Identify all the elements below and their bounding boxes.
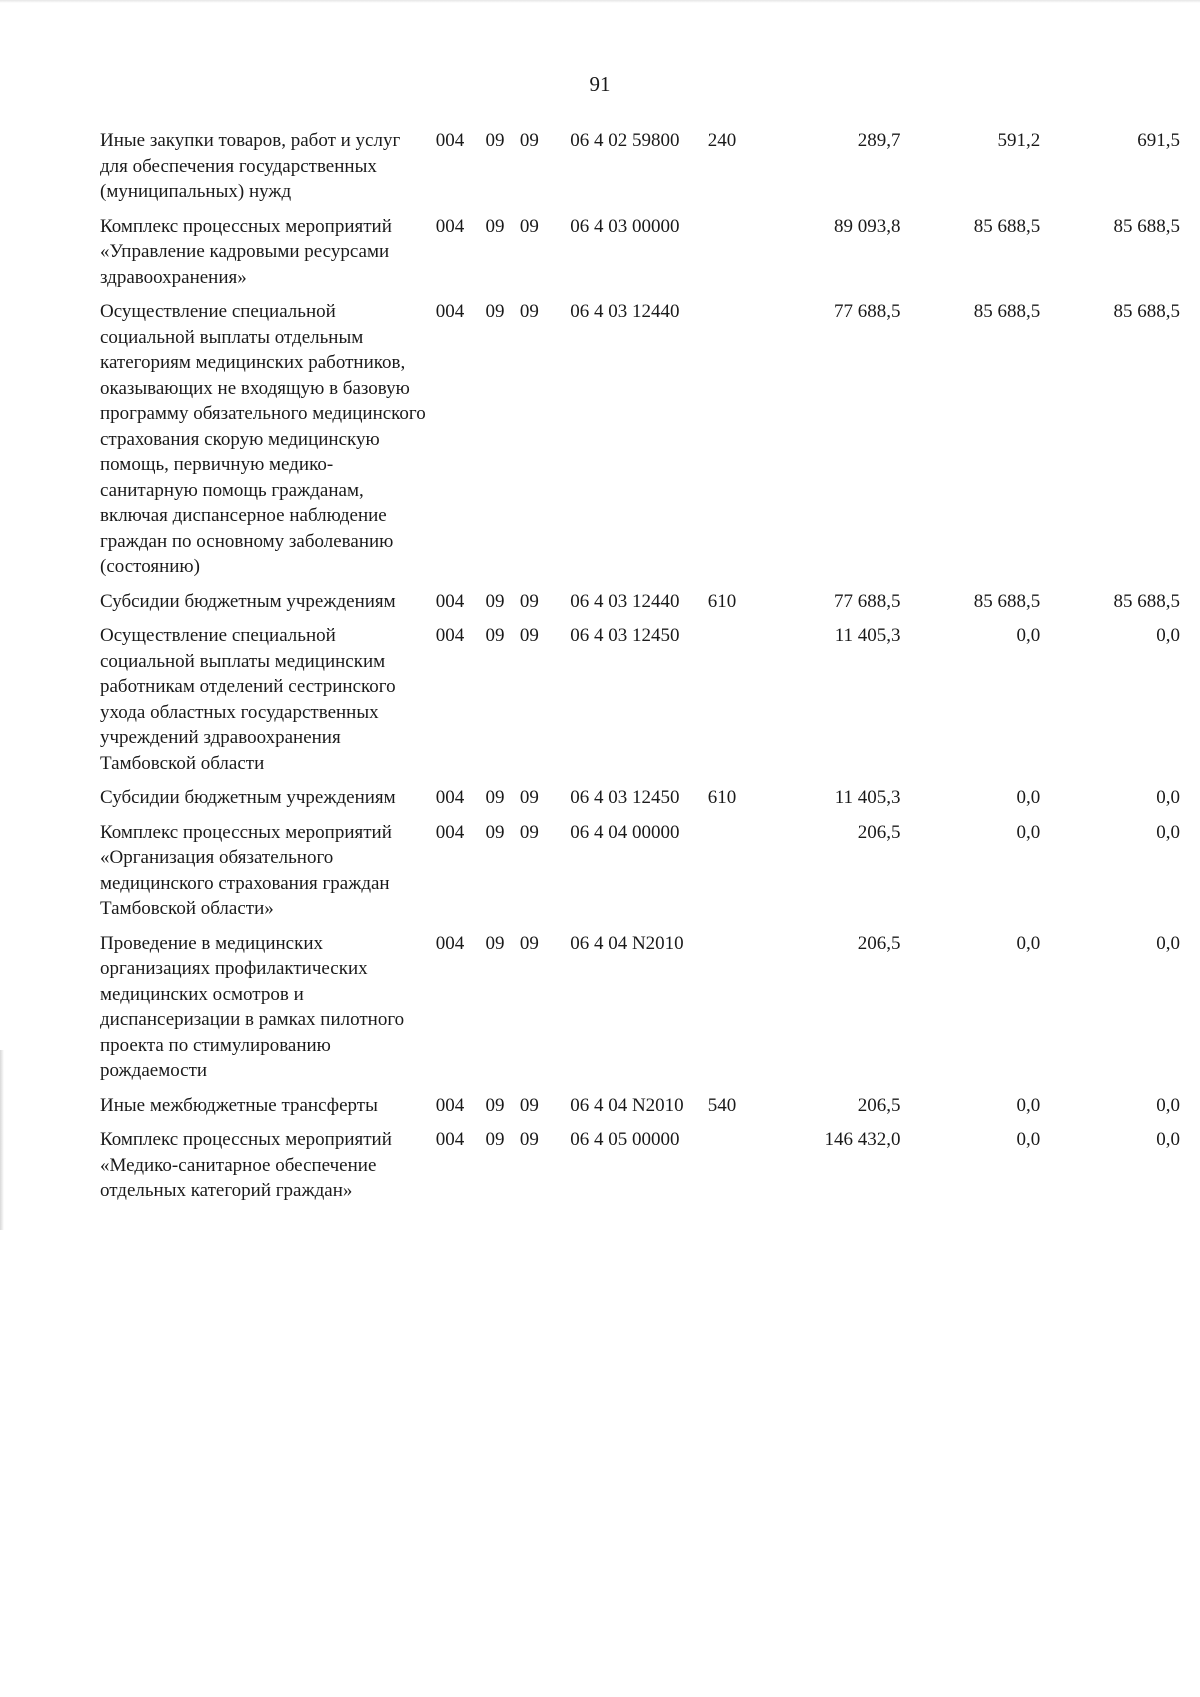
row-section-cell: 09 xyxy=(485,821,505,843)
row-ministry-code-cell: 004 xyxy=(435,821,465,843)
row-subsection-cell: 09 xyxy=(519,301,539,322)
table-row xyxy=(100,128,1180,214)
table-row xyxy=(100,820,1180,931)
row-subsection-cell: 09 xyxy=(519,1094,539,1116)
row-subsection-cell: 09 xyxy=(519,787,539,808)
row-subsection-cell: 09 xyxy=(519,821,539,843)
row-expense-type-cell: 610 xyxy=(707,787,737,808)
row-name-cell: Субсидии бюджетным учреждениям xyxy=(100,787,396,808)
row-amount-year2-cell: 0,0 xyxy=(1016,625,1041,646)
table-row xyxy=(100,931,1180,1093)
row-amount-year1-cell: 77 688,5 xyxy=(834,590,901,612)
row-section-cell: 09 xyxy=(485,215,505,237)
row-ministry-code-cell: 004 xyxy=(435,301,465,322)
row-section-cell: 09 xyxy=(485,932,505,954)
row-amount-year1-cell: 11 405,3 xyxy=(834,787,901,808)
row-name-cell: Проведение в медицинских организациях профилактических медицинских осмотров и диспансеризации в рамках пилотного проекта по стимулированию рождаемости xyxy=(100,932,405,1081)
row-amount-year1-cell: 11 405,3 xyxy=(834,625,901,646)
row-amount-year2-cell: 0,0 xyxy=(1016,932,1041,954)
row-ministry-code-cell: 004 xyxy=(435,215,465,237)
row-name-cell: Комплекс процессных мероприятий «Организация обязательного медицинского страхования граждан Тамбовской области» xyxy=(100,821,392,919)
budget-table xyxy=(100,128,1180,1213)
row-amount-year3-cell: 85 688,5 xyxy=(1113,215,1180,237)
row-ministry-code-cell: 004 xyxy=(435,787,465,808)
row-section-cell: 09 xyxy=(485,130,505,151)
row-subsection-cell: 09 xyxy=(519,130,539,151)
row-amount-year2-cell: 85 688,5 xyxy=(973,590,1041,612)
row-section-cell: 09 xyxy=(485,1129,505,1150)
row-expense-type-cell xyxy=(702,1127,761,1213)
table-body xyxy=(100,128,1180,1213)
row-name-cell: Комплекс процессных мероприятий «Управление кадровыми ресурсами здравоохранения» xyxy=(100,215,392,288)
row-amount-year3-cell: 85 688,5 xyxy=(1113,301,1180,322)
row-amount-year3-cell: 0,0 xyxy=(1156,1094,1180,1116)
row-subsection-cell: 09 xyxy=(519,932,539,954)
row-amount-year2-cell: 0,0 xyxy=(1016,787,1041,808)
row-amount-year1-cell: 146 432,0 xyxy=(824,1129,901,1150)
row-expense-type-cell: 240 xyxy=(707,130,737,151)
row-amount-year3-cell: 85 688,5 xyxy=(1113,590,1180,612)
row-section-cell: 09 xyxy=(485,625,505,646)
row-amount-year3-cell: 0,0 xyxy=(1156,1129,1180,1150)
row-amount-year2-cell: 591,2 xyxy=(997,130,1041,151)
row-expense-type-cell xyxy=(702,931,761,1093)
scan-left-edge xyxy=(0,1050,4,1230)
row-target-article-cell: 06 4 04 N2010 xyxy=(570,1094,684,1116)
row-target-article-cell: 06 4 03 12450 xyxy=(570,787,680,808)
row-amount-year1-cell: 89 093,8 xyxy=(834,215,901,237)
row-name-cell: Осуществление специальной социальной выплаты медицинским работникам отделений сестринского ухода областных государственных учреждений здравоохранения Тамбовской области xyxy=(100,625,396,774)
page-number: 91 xyxy=(589,72,611,96)
row-target-article-cell: 06 4 03 12440 xyxy=(570,301,680,322)
row-amount-year3-cell: 0,0 xyxy=(1156,932,1180,954)
row-expense-type-cell xyxy=(702,214,761,300)
row-amount-year2-cell: 85 688,5 xyxy=(973,215,1041,237)
scan-top-edge xyxy=(0,0,1200,3)
table-row xyxy=(100,785,1180,820)
row-amount-year1-cell: 206,5 xyxy=(857,821,901,843)
row-section-cell: 09 xyxy=(485,301,505,322)
row-expense-type-cell: 610 xyxy=(707,590,737,612)
table-row xyxy=(100,214,1180,300)
row-amount-year1-cell: 289,7 xyxy=(857,130,901,151)
row-name-cell: Осуществление специальной социальной выплаты отдельным категориям медицинских работников, оказывающих не входящую в базовую программу обязательного медицинского страхования скорую медицинскую помощь, первичную медико-санитарную помощь гражданам, включая диспансерное наблюдение граждан по основному заболеванию (состоянию) xyxy=(100,301,426,577)
row-amount-year2-cell: 0,0 xyxy=(1016,1129,1041,1150)
row-ministry-code-cell: 004 xyxy=(435,932,465,954)
row-expense-type-cell xyxy=(702,623,761,785)
row-target-article-cell: 06 4 03 00000 xyxy=(570,215,680,237)
row-amount-year3-cell: 691,5 xyxy=(1137,130,1180,151)
row-amount-year1-cell: 77 688,5 xyxy=(834,301,901,322)
row-name-cell: Субсидии бюджетным учреждениям xyxy=(100,590,396,612)
row-expense-type-cell xyxy=(702,820,761,931)
table-row xyxy=(100,623,1180,785)
row-subsection-cell: 09 xyxy=(519,625,539,646)
table-row xyxy=(100,1127,1180,1213)
row-target-article-cell: 06 4 02 59800 xyxy=(570,130,680,151)
row-expense-type-cell: 540 xyxy=(707,1094,737,1116)
row-amount-year3-cell: 0,0 xyxy=(1156,821,1180,843)
row-subsection-cell: 09 xyxy=(519,215,539,237)
row-subsection-cell: 09 xyxy=(519,590,539,612)
row-amount-year2-cell: 0,0 xyxy=(1016,821,1041,843)
table-row xyxy=(100,589,1180,624)
row-subsection-cell: 09 xyxy=(519,1129,539,1150)
row-target-article-cell: 06 4 04 00000 xyxy=(570,821,680,843)
table-row xyxy=(100,1093,1180,1128)
row-target-article-cell: 06 4 04 N2010 xyxy=(570,932,684,954)
row-amount-year2-cell: 0,0 xyxy=(1016,1094,1041,1116)
row-target-article-cell: 06 4 05 00000 xyxy=(570,1129,680,1150)
row-section-cell: 09 xyxy=(485,787,505,808)
row-ministry-code-cell: 004 xyxy=(435,1094,465,1116)
row-ministry-code-cell: 004 xyxy=(435,625,465,646)
row-ministry-code-cell: 004 xyxy=(435,1129,465,1150)
row-name-cell: Иные закупки товаров, работ и услуг для обеспечения государственных (муниципальных) нужд xyxy=(100,130,401,202)
row-section-cell: 09 xyxy=(485,1094,505,1116)
row-target-article-cell: 06 4 03 12450 xyxy=(570,625,680,646)
row-target-article-cell: 06 4 03 12440 xyxy=(570,590,680,612)
row-section-cell: 09 xyxy=(485,590,505,612)
row-ministry-code-cell: 004 xyxy=(435,130,465,151)
row-ministry-code-cell: 004 xyxy=(435,590,465,612)
row-amount-year3-cell: 0,0 xyxy=(1156,625,1180,646)
table-row xyxy=(100,299,1180,589)
row-name-cell: Иные межбюджетные трансферты xyxy=(100,1094,378,1116)
row-amount-year2-cell: 85 688,5 xyxy=(973,301,1041,322)
row-amount-year1-cell: 206,5 xyxy=(857,1094,901,1116)
row-expense-type-cell xyxy=(702,299,761,589)
row-amount-year3-cell: 0,0 xyxy=(1156,787,1180,808)
row-name-cell: Комплекс процессных мероприятий «Медико-санитарное обеспечение отдельных категорий граждан» xyxy=(100,1129,392,1201)
row-amount-year1-cell: 206,5 xyxy=(857,932,901,954)
